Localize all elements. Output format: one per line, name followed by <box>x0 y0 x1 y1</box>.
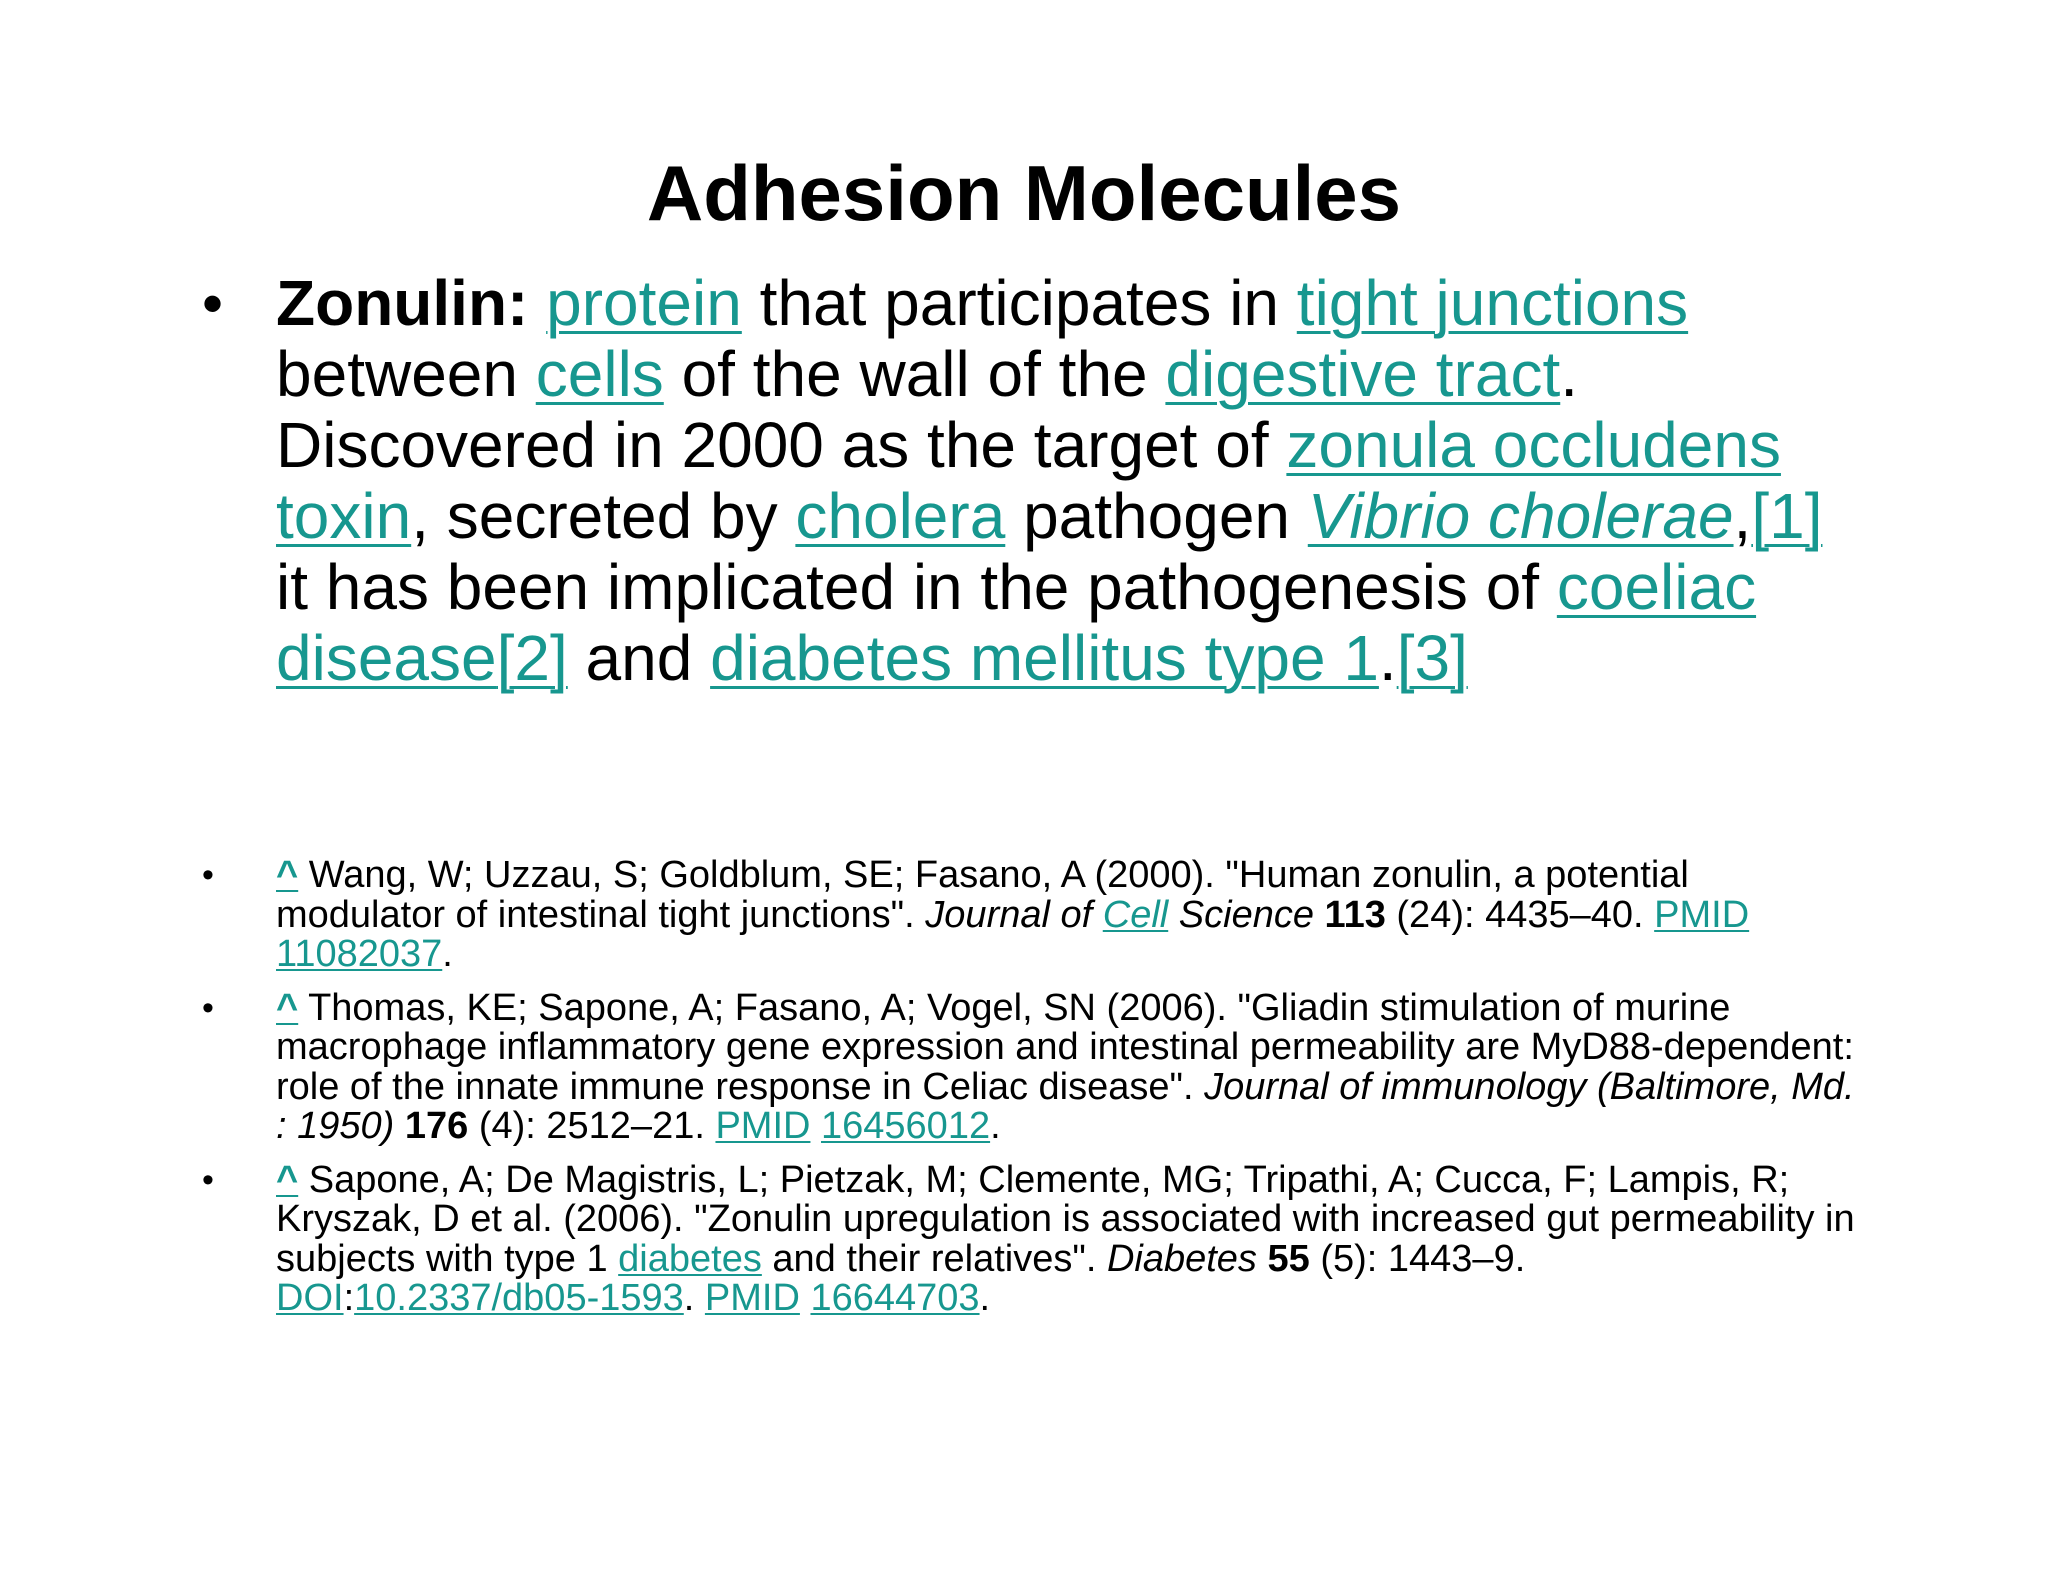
reference-text <box>1314 894 1325 936</box>
main-text: that participates in <box>741 267 1297 339</box>
reference-authors: Thomas, KE; Sapone, A; Fasano, A; Vogel, SN (2006). "Gliadin stimulation of murine macrophage inflammatory gene expression and intestinal permeability are MyD88-dependent: role of the innate immune response in Celiac disease". <box>276 986 1854 1108</box>
journal-name: Science <box>1168 893 1314 936</box>
main-text: and <box>567 622 711 694</box>
pmid-label-link[interactable]: PMID <box>704 1277 800 1319</box>
journal-volume: 113 <box>1324 893 1386 936</box>
zonulin-label: Zonulin: <box>276 267 529 339</box>
back-to-citation-link[interactable]: ^ <box>276 1158 299 1201</box>
reference-text <box>800 1277 811 1319</box>
reference-authors: Wang, W; Uzzau, S; Goldblum, SE; Fasano, A (2000). "Human zonulin, a potential modulator of intestinal tight junctions". <box>276 854 1689 936</box>
reference-text: . <box>442 933 453 975</box>
bullet-marker: • <box>202 856 214 894</box>
citation-2-link[interactable]: [2] <box>496 622 568 694</box>
pmid-label-link[interactable]: PMID <box>1654 893 1750 936</box>
link-cholera[interactable]: cholera <box>795 480 1006 552</box>
link-cell[interactable]: Cell <box>1102 893 1169 936</box>
reference-pages: (5): 1443–9. <box>1309 1237 1526 1280</box>
pmid-label-link[interactable]: PMID <box>715 1105 811 1147</box>
reference-text: . <box>683 1277 705 1319</box>
link-digestive-tract[interactable]: digestive tract <box>1165 338 1561 410</box>
journal-name: Journal of immunology (Baltimore, Md. : 1950) <box>276 1065 1855 1147</box>
reference-text: . <box>990 1105 1001 1147</box>
back-to-citation-link[interactable]: ^ <box>276 986 299 1029</box>
back-to-citation-link[interactable]: ^ <box>276 854 299 896</box>
citation-3-link[interactable]: [3] <box>1396 622 1468 694</box>
pmid-number-link[interactable]: 11082037 <box>276 933 443 975</box>
doi-label-link[interactable]: DOI <box>276 1277 344 1319</box>
pmid-number-link[interactable]: 16456012 <box>821 1105 991 1147</box>
citation-1-link[interactable]: [1] <box>1751 480 1823 552</box>
main-text: . <box>1378 622 1397 694</box>
reference-pages: (4): 2512–21. <box>468 1105 716 1147</box>
zonulin-bullet <box>202 267 1836 694</box>
slide-title: Adhesion Molecules <box>646 149 1402 237</box>
reference-text: . <box>979 1277 991 1319</box>
link-cells[interactable]: cells <box>535 338 664 410</box>
journal-volume: 176 <box>404 1105 469 1147</box>
reference-item-3 <box>202 1158 1856 1319</box>
main-text: , secreted by <box>411 480 796 552</box>
bullet-marker: • <box>202 270 224 337</box>
link-zonula-occludens-toxin[interactable]: zonula occludens toxin <box>276 409 1781 552</box>
main-text: pathogen <box>1005 480 1308 552</box>
bullet-marker: • <box>202 988 214 1027</box>
main-text: . Discovered in 2000 as the target of <box>276 338 1579 481</box>
reference-pages: (24): 4435–40. <box>1385 893 1655 936</box>
journal-name: Journal of <box>925 893 1103 936</box>
reference-authors: Sapone, A; De Magistris, L; Pietzak, M; Clemente, MG; Tripathi, A; Cucca, F; Lampis, R; Kryszak, D et al. (2006). "Zonulin upregulation is associated with increased gut permeability in subjects with type 1 <box>276 1158 1855 1280</box>
journal-name: Diabetes <box>1106 1237 1257 1280</box>
journal-volume: 55 <box>1267 1237 1310 1280</box>
reference-item-2 <box>202 986 1856 1147</box>
link-tight-junctions[interactable]: tight junctions <box>1296 267 1689 339</box>
reference-text <box>810 1105 821 1147</box>
main-text: of the wall of the <box>663 338 1166 410</box>
link-vibrio-cholerae[interactable]: Vibrio cholerae <box>1307 480 1734 552</box>
link-protein[interactable]: protein <box>546 267 742 339</box>
main-text <box>528 267 546 339</box>
doi-number-link[interactable]: 10.2337/db05-1593 <box>354 1277 684 1319</box>
reference-text: and their relatives". <box>761 1237 1107 1280</box>
link-diabetes-mellitus-type-1[interactable]: diabetes mellitus type 1 <box>710 622 1379 694</box>
main-bullet-list <box>202 267 1836 694</box>
reference-text: : <box>343 1277 355 1319</box>
main-text: it has been implicated in the pathogenesis of <box>276 551 1557 623</box>
reference-text <box>394 1105 405 1147</box>
main-text: , <box>1733 480 1752 552</box>
link-diabetes[interactable]: diabetes <box>618 1237 762 1280</box>
reference-item-1 <box>202 854 1856 975</box>
link-coeliac-disease[interactable]: coeliac disease <box>276 551 1757 694</box>
bullet-marker: • <box>202 1160 214 1199</box>
main-text: between <box>276 338 536 410</box>
references-list <box>202 854 1856 1333</box>
reference-text <box>1257 1238 1268 1280</box>
pmid-number-link[interactable]: 16644703 <box>810 1277 980 1319</box>
